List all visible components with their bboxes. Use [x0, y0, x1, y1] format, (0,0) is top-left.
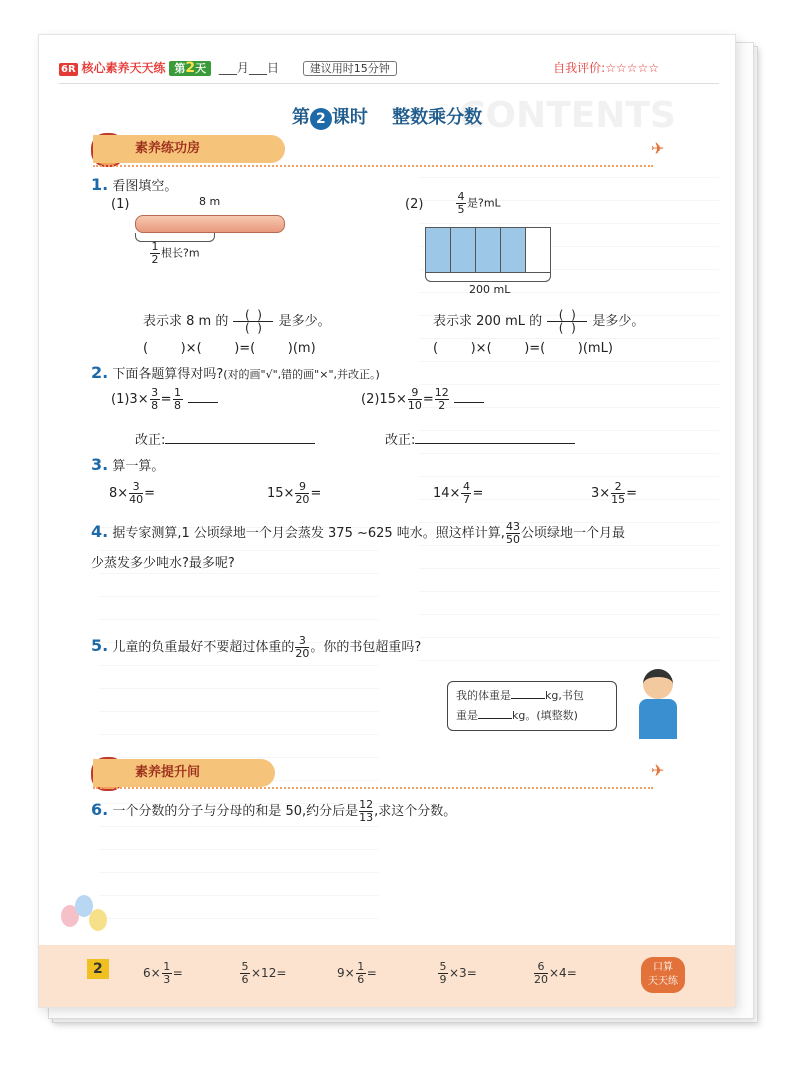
q1-part1-question: $\frac{1}{2}$ 根长?m [151, 240, 200, 266]
oral-item-4[interactable]: $\frac{5}{9}$ ×3= [439, 960, 477, 986]
workbook-page [38, 34, 736, 1008]
q1-length-label: 8 m [199, 195, 221, 208]
cup-total-brace [425, 273, 551, 282]
day-badge: 第2天 [169, 61, 211, 76]
plane-icon-2: ✈ [651, 761, 665, 780]
date-month: ___月___日 [218, 61, 279, 75]
bleed-through-text: CONTENTS [459, 95, 676, 136]
header-divider [59, 83, 719, 84]
question-5: 5. 儿童的负重最好不要超过体重的 $\frac{3}{20}$ 。你的书包超重吗? [91, 634, 422, 660]
q2-part2[interactable]: (2)15× $\frac{9}{10}$ = $\frac{12}{2}$ [361, 387, 484, 412]
question-6: 6. 一个分数的分子与分母的和是 50,约分后是 $\frac{12}{13}$ ,求这个分数。 [91, 798, 457, 824]
q3-item-3[interactable]: 14× $\frac{4}{7}$ = [433, 480, 484, 506]
brand-name: 核心素养天天练 [81, 61, 166, 75]
question-4: 4. 据专家测算,1 公顷绿地一个月会蒸发 375 ~625 吨水。照这样计算, $\frac{43}{50}$ 公顷绿地一个月最 少蒸发多少吨水?最多呢? [91, 520, 625, 571]
banner-rule [93, 165, 653, 167]
brand-logo: 6R [61, 64, 76, 75]
q1-part2-equation[interactable]: ( )×( )=( )(mL) [433, 341, 613, 356]
cup-diagram [425, 227, 551, 273]
section-banner-advance: 素养提升间 [93, 759, 275, 787]
q2-part1-fix[interactable]: 改正: [135, 429, 315, 448]
oral-item-1[interactable]: 6× $\frac{1}{3}$ = [143, 960, 183, 986]
oral-practice-badge: 口算 天天练 [641, 957, 685, 993]
section-banner-practice: 素养练功房 [93, 135, 285, 163]
q1-part2-total: 200 mL [469, 283, 511, 296]
plane-icon: ✈ [651, 139, 665, 158]
q3-item-1[interactable]: 8× $\frac{3}{40}$ = [109, 480, 156, 506]
oral-item-5[interactable]: $\frac{6}{20}$ ×4= [534, 960, 577, 986]
rope-bar [135, 215, 285, 233]
lesson-number: 2 [310, 108, 332, 130]
time-hint: 建议用时15分钟 [303, 61, 397, 76]
question-1: 1. 看图填空。 [91, 175, 178, 194]
oral-item-2[interactable]: $\frac{5}{6}$ ×12= [241, 960, 287, 986]
q1-part2-label: (2) [405, 197, 424, 212]
q1-part1-desc: 表示求 8 m 的 $\frac{( )}{( )}$ 是多少。 [143, 308, 331, 335]
q1-part2-desc: 表示求 200 mL 的 $\frac{( )}{( )}$ 是多少。 [433, 308, 645, 335]
question-3: 3. 算一算。 [91, 455, 165, 474]
header-bar [59, 59, 719, 83]
q1-part2-question: $\frac{4}{5}$ 是?mL [457, 190, 501, 216]
boy-illustration-icon [633, 669, 683, 739]
q2-part1[interactable]: (1)3× $\frac{3}{8}$ = $\frac{1}{8}$ [111, 387, 218, 412]
page-number: 2 [87, 959, 109, 979]
q3-item-4[interactable]: 3× $\frac{2}{15}$ = [591, 480, 638, 506]
banner-rule-2 [93, 787, 653, 789]
weight-speech-bubble[interactable]: 我的体重是 kg,书包 重是 kg。(填整数) [447, 681, 617, 731]
q1-part1-equation[interactable]: ( )×( )=( )(m) [143, 341, 316, 356]
lesson-title: 第 2 课时 整数乘分数 [291, 107, 483, 128]
q3-item-2[interactable]: 15× $\frac{9}{20}$ = [267, 480, 322, 506]
q2-part2-fix[interactable]: 改正: [385, 429, 575, 448]
q1-part1-label: (1) [111, 197, 130, 212]
question-2: 2. 下面各题算得对吗?(对的画"√",错的画"×",并改正。) [91, 363, 380, 382]
oral-item-3[interactable]: 9× $\frac{1}{6}$ = [337, 960, 377, 986]
self-evaluation-stars[interactable]: 自我评价:☆☆☆☆☆ [553, 61, 659, 75]
